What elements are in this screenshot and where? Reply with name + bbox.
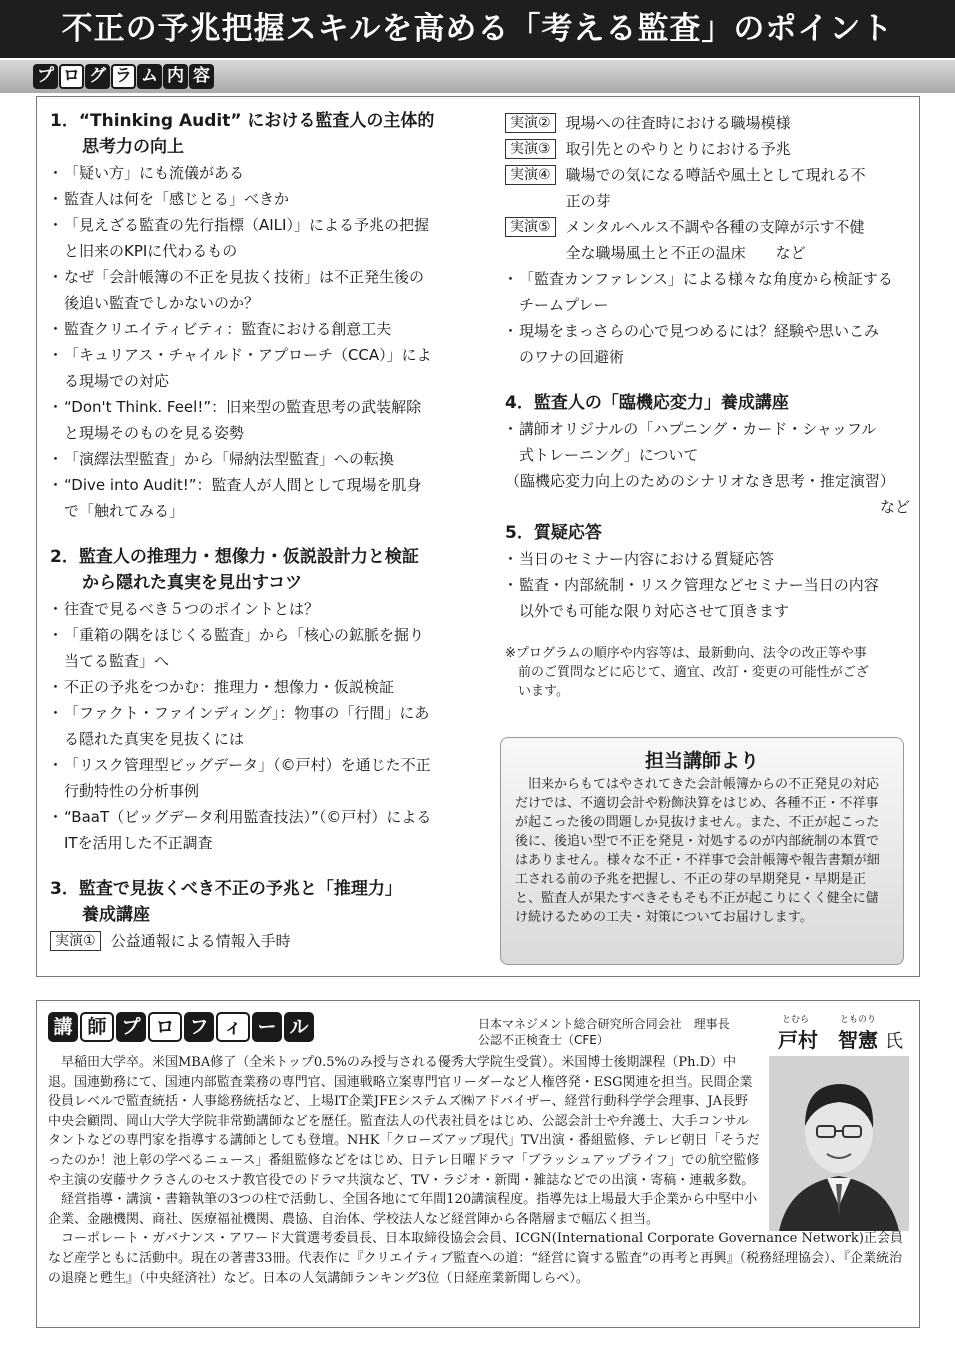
profile-badge-char: ー xyxy=(252,1012,282,1042)
section-heading xyxy=(505,390,910,416)
section-heading-line: 3．監査で見抜くべき不正の予兆と「推理力」 xyxy=(50,879,402,899)
text-line: と旧来のKPIに代わるもの xyxy=(64,242,238,260)
spacer xyxy=(50,524,455,544)
instructor-name-block xyxy=(778,1015,903,1053)
instructor-message-title: 担当講師より xyxy=(644,750,759,772)
list-item xyxy=(50,674,455,700)
program-badge-char: 内 xyxy=(163,64,188,89)
text-line xyxy=(505,494,910,520)
text-line: のワナの回避術 xyxy=(519,348,625,366)
section-heading-line: 思考力の向上 xyxy=(82,137,184,157)
text-line: ・ “BaaT（ビッグデータ利用監査技法）”（©戸村）による xyxy=(64,808,432,826)
demo-tag: 実演④ xyxy=(505,165,556,185)
demo-text xyxy=(566,110,791,136)
name-honorific: 氏 xyxy=(884,1031,903,1052)
demo-tag: 実演① xyxy=(50,931,101,951)
text-line: ・ 往査で見るべき５つのポイントとは？ xyxy=(64,600,320,618)
affiliation-line-1: 日本マネジメント総合研究所合同会社 理事長 xyxy=(478,1017,730,1031)
demo-text-line: 職場での気になる噂話や風土として現れる不 xyxy=(565,166,866,184)
bio-paragraph: 経営指導・講演・書籍執筆の3つの柱で活動し、全国各地にて年間120講演程度。指導先は上場最大手企業から中堅中小企業、金融機関、商社、医療福祉機関、農協、自治体、学校法人など経営陣から各階層まで幅広く担当。 xyxy=(48,1192,758,1227)
program-badge-char: ロ xyxy=(59,64,84,89)
text-line: ・ 現場をまっさらの心で見つめるには？経験や思いこみ xyxy=(519,322,880,340)
text-line: ・ 「演繹法型監査」から「帰納法型監査」への転換 xyxy=(64,450,395,468)
list-item xyxy=(50,752,455,804)
text-line: 式トレーニング」について xyxy=(519,446,699,464)
text-line: ・ 「キュリアス・チャイルド・アプローチ（CCA）」によ xyxy=(64,346,432,364)
profile-badge-char: ル xyxy=(284,1012,314,1042)
list-item xyxy=(50,160,455,186)
list-item xyxy=(50,264,455,316)
program-note xyxy=(505,644,910,701)
list-item xyxy=(50,622,455,674)
spacer xyxy=(505,624,910,644)
list-item xyxy=(50,446,455,472)
demo-tag: 実演③ xyxy=(505,139,556,159)
demo-text xyxy=(566,136,791,162)
section-heading-line: 2．監査人の推理力・想像力・仮説設計力と検証 xyxy=(50,547,419,567)
text-line: で「触れてみる」 xyxy=(64,502,185,520)
text-line: と現場そのものを見る姿勢 xyxy=(64,424,245,442)
text-line: ※プログラムの順序や内容等は、最新動向、法令の改正等や事 xyxy=(505,646,867,661)
demo-tag: 実演② xyxy=(505,113,556,133)
section-heading-line: 4．監査人の「臨機応変力」養成講座 xyxy=(505,393,789,413)
list-item xyxy=(50,804,455,856)
text-line: る現場での対応 xyxy=(64,372,170,390)
list-item xyxy=(50,316,455,342)
text-line: ・ 「ファクト・ファインディング」：物事の「行間」にあ xyxy=(64,704,430,722)
list-item xyxy=(50,212,455,264)
profile-badge-char: プ xyxy=(116,1012,146,1042)
demo-item xyxy=(505,162,910,214)
demo-text-line: メンタルヘルス不調や各種の支障が示す不健 xyxy=(565,218,865,236)
page-title: 不正の予兆把握スキルを高める「考える監査」のポイント xyxy=(0,0,955,58)
instructor-bio xyxy=(48,1053,908,1288)
program-left-column xyxy=(50,108,455,954)
list-item xyxy=(50,472,455,524)
program-badge xyxy=(33,64,214,89)
program-badge-char: ラ xyxy=(111,64,136,89)
text-line: ・ 監査・内部統制・リスク管理などセミナー当日の内容 xyxy=(519,576,879,594)
text-line: 前のご質問などに応じて、適宜、改訂・変更の可能性がござ xyxy=(505,665,869,680)
text-line: ・ 当日のセミナー内容における質疑応答 xyxy=(519,550,775,568)
name-ruby-family: とむら xyxy=(782,1015,810,1025)
spacer xyxy=(50,856,455,876)
profile-badge-char: 講 xyxy=(48,1012,78,1042)
profile-badge xyxy=(48,1012,314,1042)
text-line: ・ 監査クリエイティビティ：監査における創意工夫 xyxy=(64,320,392,338)
text-line: 行動特性の分析事例 xyxy=(64,782,200,800)
list-item xyxy=(505,266,910,318)
demo-text-line: 全な職場風土と不正の温床 など xyxy=(565,244,806,262)
profile-badge-char: 師 xyxy=(80,1012,114,1042)
section-heading xyxy=(50,544,455,596)
section-heading xyxy=(50,876,455,928)
text-line: 当てる監査」へ xyxy=(64,652,170,670)
demo-item xyxy=(505,136,910,162)
demo-text xyxy=(111,928,291,954)
text-line: チームプレー xyxy=(519,296,609,314)
demo-text-line: 公益通報による情報入手時 xyxy=(110,932,291,950)
text-line: ITを活用した不正調査 xyxy=(64,834,213,852)
text-line: 以外でも可能な限り対応させて頂きます xyxy=(519,602,790,620)
affiliation-line-2: 公認不正検査士（CFE） xyxy=(478,1033,609,1047)
list-item xyxy=(50,186,455,212)
text-line: ・ 不正の予兆をつかむ：推理力・想像力・仮説検証 xyxy=(64,678,395,696)
demo-item xyxy=(505,214,910,266)
name-ruby-given: とものり xyxy=(840,1015,877,1025)
affiliation xyxy=(478,1016,730,1048)
text-line: ・ 「重箱の隅をほじくる監査」から「核心の鉱脈を掘り xyxy=(64,626,425,644)
demo-text-line: 正の芽 xyxy=(565,192,611,210)
text-line: ・ 「疑い方」にも流儀がある xyxy=(64,164,245,182)
list-item xyxy=(505,318,910,370)
text-line: る隠れた真実を見抜くには xyxy=(64,730,245,748)
section-heading-line: 5．質疑応答 xyxy=(505,523,602,543)
bio-paragraph: 早稲田大学卒。米国MBA修了（全米トップ0.5%のみ授与される優秀大学院生受賞）。米国博士後期課程（Ph.D）中退。国連勤務にて、国連内部監査業務の専門官、国連戦略立案専門官リーダーなど人権啓発・ESG関連を担当。民間企業役員レベルで監査統括・人事総務統括など、上場IT企業JFEシステムズ㈱アドバイザー、経営行動科学学会理事、JA長野中央会顧問、岡山大学大学院非常勤講師などを歴任。監査法人の代表社員をはじめ、公認会計士や弁護士、大手コンサルタントなどの専門家を指導する講師としても登壇。NHK「クローズアップ現代」TV出演・番組監修、テレビ朝日「そうだったのか！池上彰の学べるニュース」番組監修などをはじめ、日テレ日曜ドラマ「ブラッシュアップライフ」での航空監修や主演の安藤サクラさんのセスナ教官役でのドラマ共演など、TV・ラジオ・新聞・雑誌などでの出演・寄稿・連載多数。 xyxy=(48,1055,760,1188)
spacer xyxy=(505,370,910,390)
instructor-name: 戸村 智憲 xyxy=(778,1028,878,1052)
list-item xyxy=(50,700,455,752)
demo-text-line: 取引先とのやりとりにおける予兆 xyxy=(565,140,791,158)
list-item xyxy=(50,394,455,446)
list-item xyxy=(505,572,910,624)
program-badge-char: グ xyxy=(85,64,110,89)
list-item xyxy=(505,546,910,572)
profile-badge-char: ロ xyxy=(148,1012,182,1042)
text-line: います。 xyxy=(505,684,569,699)
section-heading xyxy=(50,108,455,160)
section-heading xyxy=(505,520,910,546)
demo-item xyxy=(505,110,910,136)
text-line: ・ “Don't Think. Feel!”：旧来型の監査思考の武装解除 xyxy=(64,398,422,416)
demo-text-line: 現場への往査時における職場模様 xyxy=(565,114,791,132)
section-heading-line: 養成講座 xyxy=(82,905,150,925)
text-line: （臨機応変力向上のためのシナリオなき思考・推定演習） xyxy=(505,472,895,490)
text-line: ・ 「見えざる監査の先行指標（AILI）」による予兆の把握 xyxy=(64,216,429,234)
section-heading-line: 1．“Thinking Audit” における監査人の主体的 xyxy=(50,111,435,131)
instructor-message-box xyxy=(500,737,904,965)
text-line: ・ 講師オリジナルの「ハプニング・カード・シャッフル xyxy=(519,420,877,438)
demo-tag: 実演⑤ xyxy=(505,217,556,237)
demo-text xyxy=(566,214,865,266)
instructor-message-body: 旧来からもてはやされてきた会計帳簿からの不正発見の対応だけでは、不適切会計や粉飾決算をはじめ、各種不正・不祥事が起こった後の問題しか見抜けません。また、不正が起こった後に、後追い型で不正を発見・対処するのが内部統制の本質ではありません。様々な不正・不祥事で会計帳簿や報告書類が細工される前の予兆を把握し、不正の芽の早期発見・早期是正と、監査人が果たすべきそもそも不正が起こりにくく健全に儲け続けるための工夫・対策についてお届けします。 xyxy=(515,777,880,925)
profile-badge-char: ィ xyxy=(216,1012,250,1042)
text-line: 後追い監査でしかないのか？ xyxy=(64,294,260,312)
profile-badge-char: フ xyxy=(184,1012,214,1042)
program-right-column xyxy=(505,110,910,701)
text-line: ・ 「監査カンファレンス」による様々な角度から検証する xyxy=(519,270,893,288)
text-line: ・ 「リスク管理型ビッグデータ」（©戸村）を通じた不正 xyxy=(64,756,431,774)
demo-item xyxy=(50,928,455,954)
program-badge-char: プ xyxy=(33,64,58,89)
text-line xyxy=(505,468,910,494)
program-badge-char: ム xyxy=(137,64,162,89)
program-badge-char: 容 xyxy=(189,64,214,89)
list-item xyxy=(50,342,455,394)
list-item xyxy=(505,416,910,468)
bio-paragraph: コーポレート・ガバナンス・アワード大賞選考委員長、日本取締役協会会員、ICGN(International Corporate Governance Network)正会員など産学ともに活動中。現在の著書33冊。代表作に『クリエイティブ監査への道：“経営に資する監査”の再考と再興』（税務経理協会）、『企業統治の退廃と甦生』（中央経済社）など。日本の人気講師ランキング3位（日経産業新聞しらべ）。 xyxy=(48,1231,903,1286)
list-item xyxy=(50,596,455,622)
demo-text xyxy=(566,162,866,214)
text-line: など xyxy=(879,498,910,516)
text-line: ・ 監査人は何を「感じとる」べきか xyxy=(64,190,290,208)
text-line: ・ “Dive into Audit!”：監査人が人間として現場を肌身 xyxy=(64,476,422,494)
section-heading-line: から隠れた真実を見出すコツ xyxy=(82,573,303,593)
text-line: ・ なぜ「会計帳簿の不正を見抜く技術」は不正発生後の xyxy=(64,268,425,286)
